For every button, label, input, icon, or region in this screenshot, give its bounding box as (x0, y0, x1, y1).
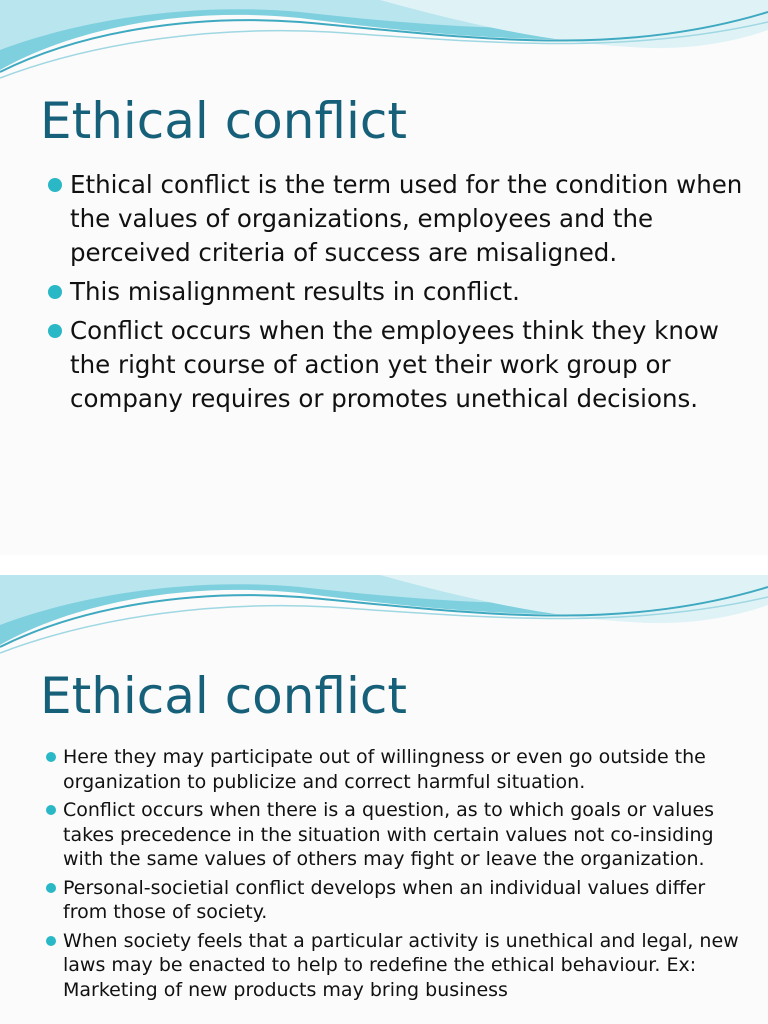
bullet-dot-icon (48, 285, 62, 299)
bullet-item (48, 314, 748, 416)
slide-title: Ethical conflict (40, 92, 407, 150)
bullet-list (48, 168, 748, 421)
bullet-dot-icon (46, 936, 56, 946)
bullet-text: This misalignment results in conflict. (70, 277, 520, 306)
bullet-dot-icon (46, 883, 56, 893)
bullet-dot-icon (46, 805, 56, 815)
bullet-text: When society feels that a particular activity is unethical and legal, new laws may be enacted to help to redefine the ethical behaviour. Ex: Marketing of new products may bring business (63, 929, 739, 1001)
bullet-item (46, 745, 746, 794)
bullet-dot-icon (46, 752, 56, 762)
header-wave-decoration (0, 0, 768, 90)
bullet-item (48, 275, 748, 309)
bullet-item (48, 168, 748, 270)
slide-title: Ethical conflict (40, 667, 407, 725)
bullet-item (46, 798, 746, 872)
slide-separator (0, 555, 768, 575)
bullet-dot-icon (48, 178, 62, 192)
bullet-dot-icon (48, 324, 62, 338)
bullet-text: Here they may participate out of willingness or even go outside the organization to publicize and correct harmful situation. (63, 746, 706, 793)
bullet-list (46, 745, 746, 1006)
header-wave-decoration (0, 575, 768, 665)
slide-2 (0, 575, 768, 1024)
bullet-text: Conflict occurs when the employees think they know the right course of action yet their work group or company requires or promotes unethical decisions. (70, 316, 719, 413)
bullet-item (46, 876, 746, 925)
bullet-text: Personal-societial conflict develops when an individual values differ from those of society. (63, 876, 706, 923)
bullet-text: Ethical conflict is the term used for the condition when the values of organizations, employees and the perceived criteria of success are misaligned. (70, 170, 743, 267)
bullet-text: Conflict occurs when there is a question, as to which goals or values takes precedence in the situation with certain values not co-insiding with the same values of others may fight or leave the organization. (63, 799, 715, 870)
bullet-item (46, 929, 746, 1003)
